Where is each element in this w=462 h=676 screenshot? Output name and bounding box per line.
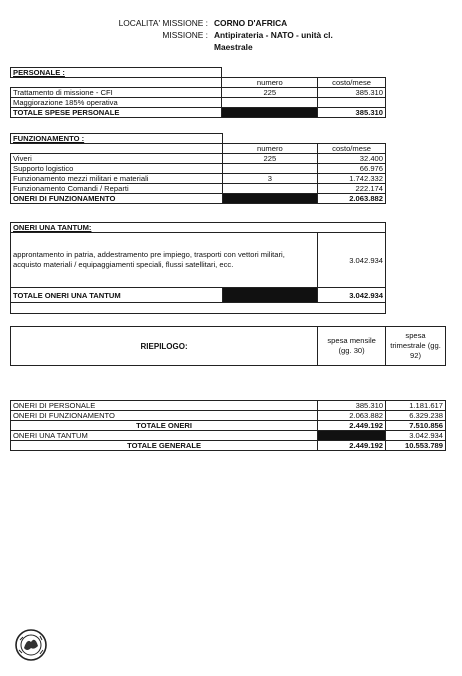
tantum-summary-row xyxy=(11,431,446,441)
row-label: Funzionamento Comandi / Reparti xyxy=(11,184,223,194)
table-row xyxy=(11,174,386,184)
riepilogo-header-table xyxy=(10,326,446,366)
tantum-title: ONERI UNA TANTUM: xyxy=(11,223,386,233)
location-value: CORNO D'AFRICA xyxy=(214,18,288,28)
row-cost: 32.400 xyxy=(318,154,386,164)
tantum-desc-value: 3.042.934 xyxy=(318,233,386,288)
totale-generale-monthly: 2.449.192 xyxy=(318,441,386,451)
row-label: Funzionamento mezzi militari e materiali xyxy=(11,174,223,184)
row-number xyxy=(222,184,318,194)
row-number: 225 xyxy=(222,88,318,98)
totale-generale-row xyxy=(11,441,446,451)
funzionamento-title: FUNZIONAMENTO : xyxy=(11,134,223,144)
table-row xyxy=(11,98,386,108)
row-cost xyxy=(318,98,386,108)
totale-generale-quarterly: 10.553.789 xyxy=(386,441,446,451)
tantum-desc-row xyxy=(11,233,386,288)
tantum-table xyxy=(10,222,386,314)
tantum-summary-quarterly: 3.042.934 xyxy=(386,431,446,441)
table-row xyxy=(11,164,386,174)
personale-col-numero: numero xyxy=(222,78,318,88)
mission-label: MISSIONE : xyxy=(162,30,208,40)
tantum-summary-label: ONERI UNA TANTUM xyxy=(11,431,318,441)
riepilogo-table xyxy=(10,400,446,451)
row-quarterly: 6.329.238 xyxy=(386,411,446,421)
totale-oneri-row xyxy=(11,421,446,431)
row-label: Viveri xyxy=(11,154,223,164)
redacted-block xyxy=(222,288,318,303)
row-monthly: 385.310 xyxy=(318,401,386,411)
funzionamento-table xyxy=(10,133,386,204)
totale-oneri-label: TOTALE ONERI xyxy=(11,421,318,431)
row-number: 3 xyxy=(222,174,318,184)
personale-total-row xyxy=(11,108,386,118)
seal-stamp-icon xyxy=(14,628,48,662)
mission-value-line1: Antipirateria - NATO - unità cl. xyxy=(214,30,333,40)
total-value: 2.063.882 xyxy=(318,194,386,204)
total-label: TOTALE ONERI UNA TANTUM xyxy=(11,288,223,303)
personale-col-costo: costo/mese xyxy=(318,78,386,88)
funzionamento-total-row xyxy=(11,194,386,204)
row-label: Maggiorazione 185% operativa xyxy=(11,98,222,108)
total-value: 3.042.934 xyxy=(318,288,386,303)
row-cost: 1.742.332 xyxy=(318,174,386,184)
riepilogo-col-mensile: spesa mensile (gg. 30) xyxy=(318,327,386,366)
row-label: Supporto logistico xyxy=(11,164,223,174)
personale-table xyxy=(10,67,386,118)
totale-oneri-quarterly: 7.510.856 xyxy=(386,421,446,431)
table-row xyxy=(11,411,446,421)
row-cost: 222.174 xyxy=(318,184,386,194)
personale-title: PERSONALE : xyxy=(11,68,222,78)
row-label: Trattamento di missione - CFI xyxy=(11,88,222,98)
totale-oneri-monthly: 2.449.192 xyxy=(318,421,386,431)
table-row xyxy=(11,184,386,194)
row-label: ONERI DI FUNZIONAMENTO xyxy=(11,411,318,421)
row-cost: 66.976 xyxy=(318,164,386,174)
total-label: TOTALE SPESE PERSONALE xyxy=(11,108,222,118)
totale-generale-label: TOTALE GENERALE xyxy=(11,441,318,451)
table-row xyxy=(11,88,386,98)
row-number xyxy=(222,98,318,108)
row-label: ONERI DI PERSONALE xyxy=(11,401,318,411)
riepilogo-col-trimestrale: spesa trimestrale (gg. 92) xyxy=(386,327,446,366)
row-number xyxy=(222,164,318,174)
total-label: ONERI DI FUNZIONAMENTO xyxy=(11,194,223,204)
tantum-total-row xyxy=(11,288,386,303)
redacted-block xyxy=(318,431,386,441)
tantum-description: approntamento in patria, addestramento pre impiego, trasporti con vettori militari, acquisto materiali / equipaggiamenti speciali, flussi satellitari, ecc. xyxy=(11,233,318,288)
row-cost: 385.310 xyxy=(318,88,386,98)
table-row xyxy=(11,154,386,164)
redacted-block xyxy=(222,108,318,118)
row-number: 225 xyxy=(222,154,318,164)
mission-value-line2: Maestrale xyxy=(214,42,253,52)
total-value: 385.310 xyxy=(318,108,386,118)
row-monthly: 2.063.882 xyxy=(318,411,386,421)
location-label: LOCALITA' MISSIONE : xyxy=(118,18,208,28)
redacted-block xyxy=(222,194,318,204)
table-row xyxy=(11,401,446,411)
funzionamento-col-costo: costo/mese xyxy=(318,144,386,154)
funzionamento-col-numero: numero xyxy=(222,144,318,154)
row-quarterly: 1.181.617 xyxy=(386,401,446,411)
riepilogo-title: RIEPILOGO: xyxy=(11,327,318,366)
